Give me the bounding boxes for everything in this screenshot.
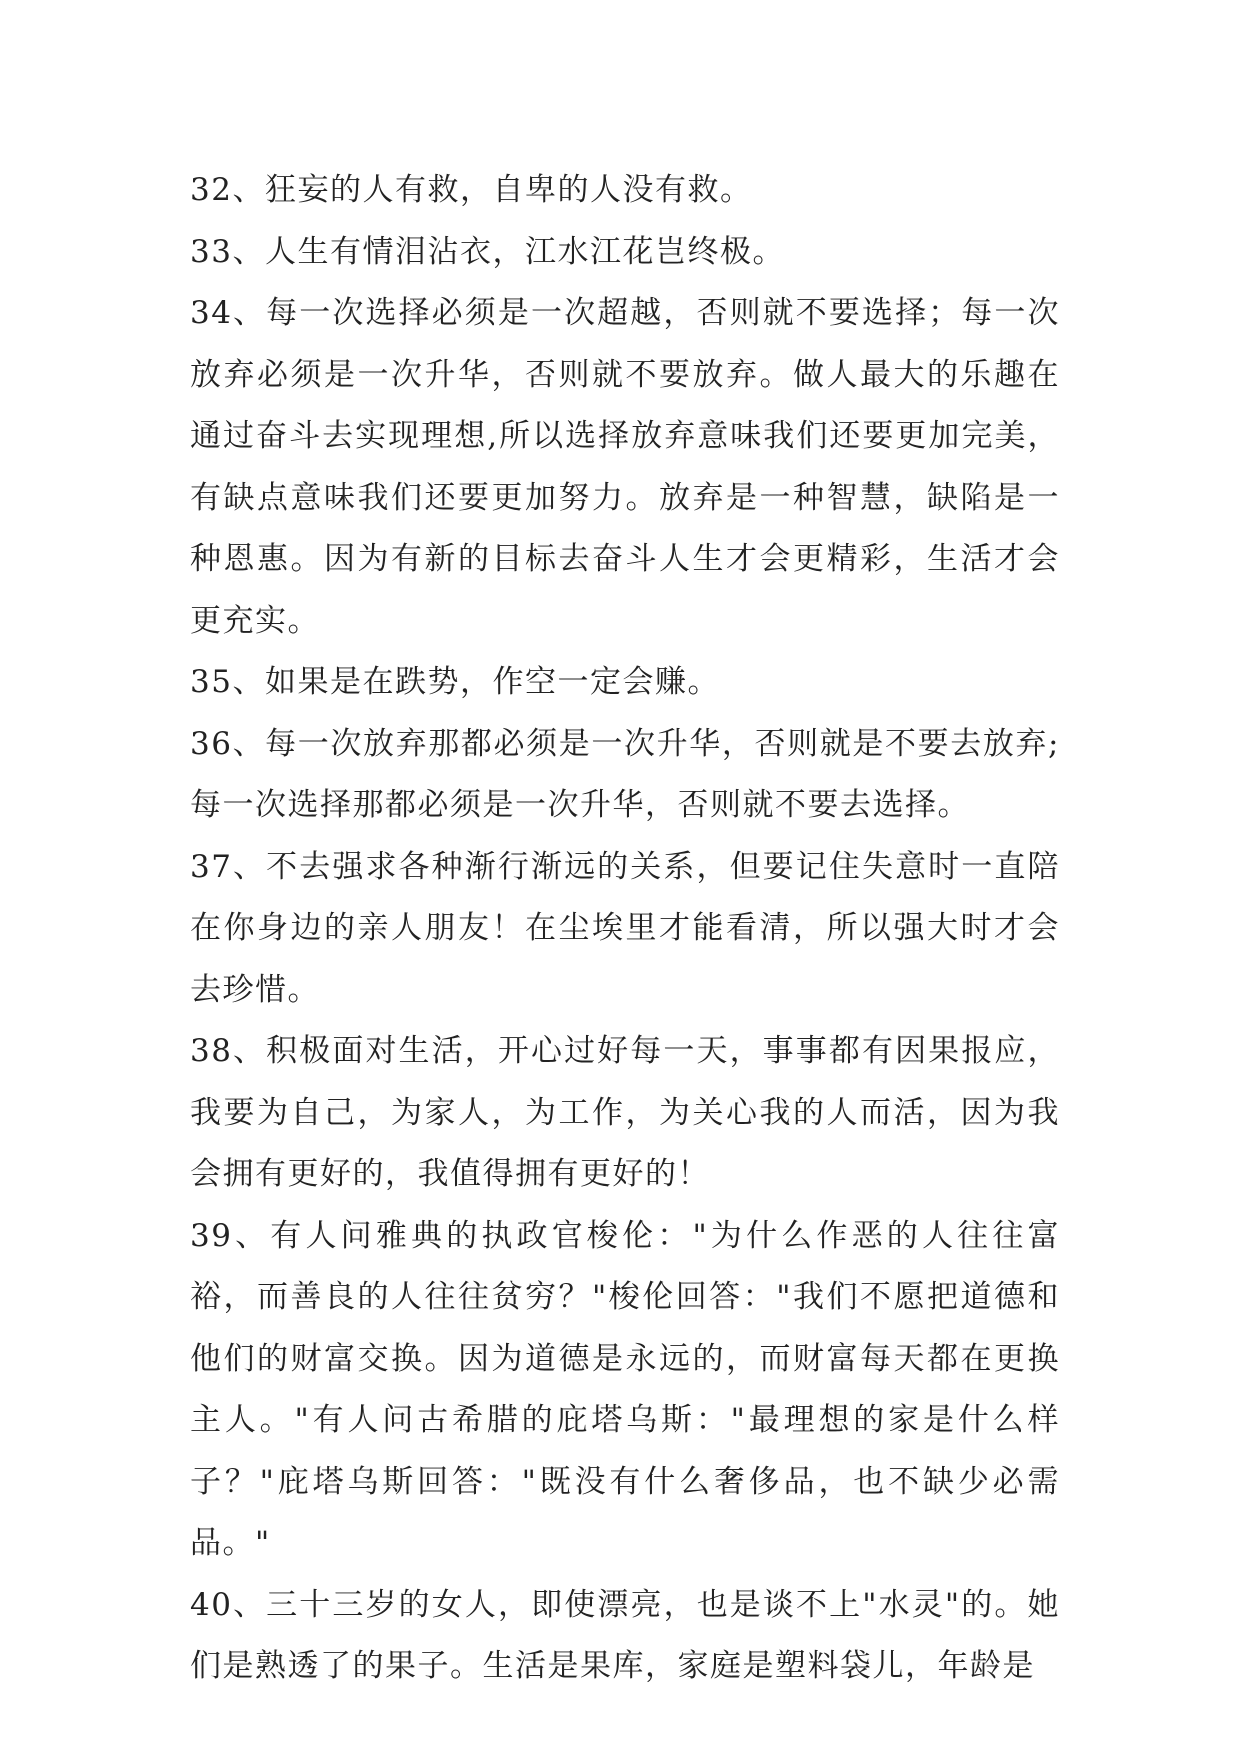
- document-page: [190, 160, 1060, 1698]
- paragraph-38: 38、积极面对生活，开心过好每一天，事事都有因果报应，我要为自己，为家人，为工作，为关心我的人而活，因为我会拥有更好的，我值得拥有更好的！: [190, 1033, 1060, 1192]
- paragraph-32: 32、狂妄的人有救，自卑的人没有救。: [190, 172, 753, 208]
- paragraph-39: 39、有人问雅典的执政官梭伦："为什么作恶的人往往富裕，而善良的人往往贫穷？"梭伦回答："我们不愿把道德和他们的财富交换。因为道德是永远的，而财富每天都在更换主人。"有人问古希腊的庇塔乌斯："最理想的家是什么样子？"庇塔乌斯回答："既没有什么奢侈品，也不缺少必需品。": [190, 1217, 1060, 1561]
- paragraph-40: 40、三十三岁的女人，即使漂亮，也是谈不上"水灵"的。她们是熟透了的果子。生活是果库，家庭是塑料袋儿，年龄是: [190, 1586, 1060, 1684]
- paragraph-34: 34、每一次选择必须是一次超越，否则就不要选择；每一次放弃必须是一次升华，否则就不要放弃。做人最大的乐趣在通过奋斗去实现理想,所以选择放弃意味我们还要更加完美，有缺点意味我们还要更加努力。放弃是一种智慧，缺陷是一种恩惠。因为有新的目标去奋斗人生才会更精彩，生活才会更充实。: [190, 295, 1060, 639]
- paragraph-36: 36、每一次放弃那都必须是一次升华，否则就是不要去放弃;每一次选择那都必须是一次升华，否则就不要去选择。: [190, 725, 1060, 823]
- paragraph-33: 33、人生有情泪沾衣，江水江花岂终极。: [190, 233, 785, 270]
- paragraph-35: 35、如果是在跌势，作空一定会赚。: [190, 664, 720, 700]
- paragraph-37: 37、不去强求各种渐行渐远的关系，但要记住失意时一直陪在你身边的亲人朋友！在尘埃里才能看清，所以强大时才会去珍惜。: [190, 848, 1060, 1008]
